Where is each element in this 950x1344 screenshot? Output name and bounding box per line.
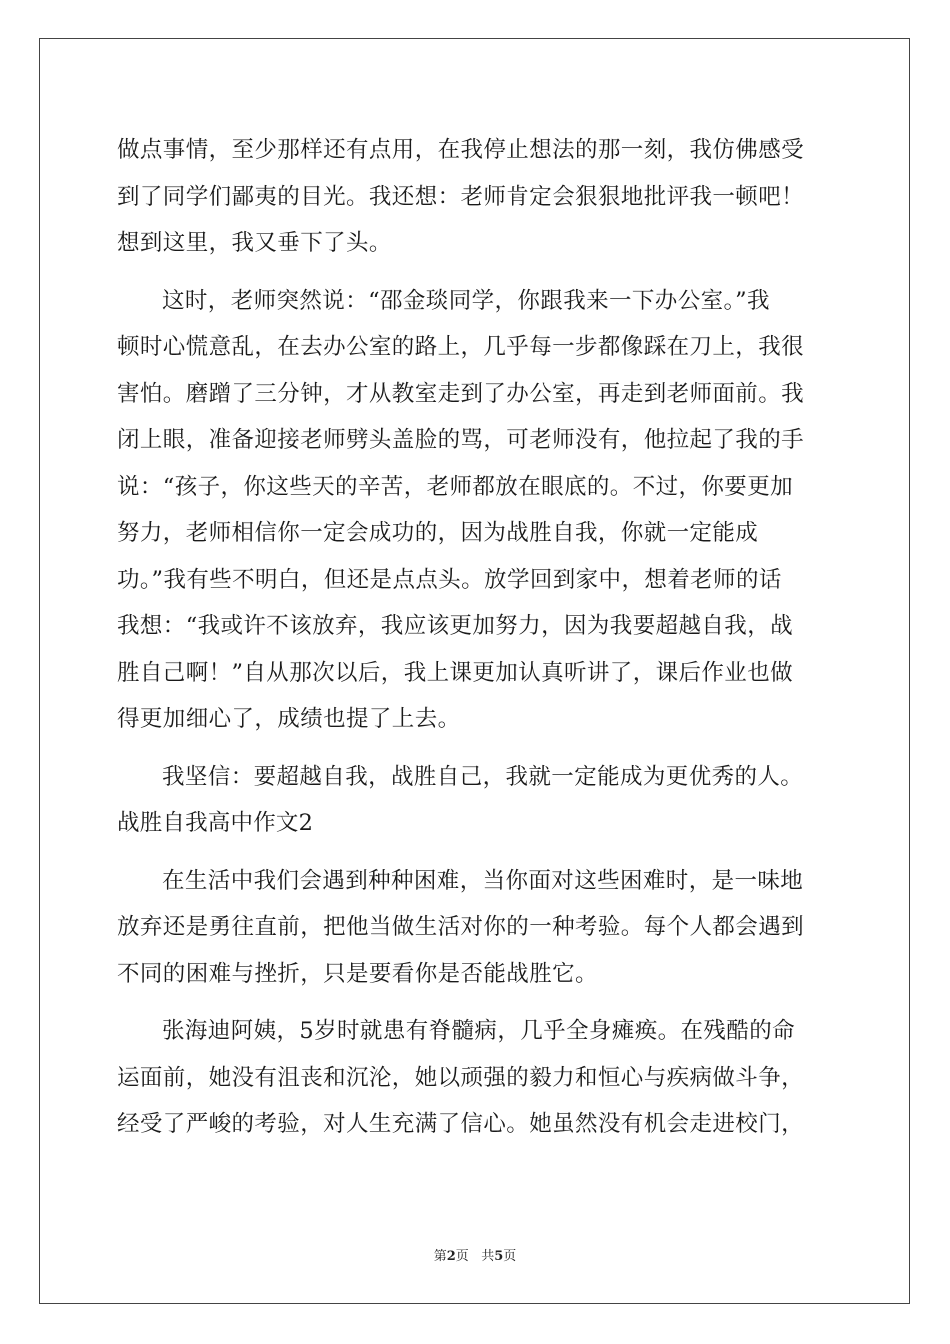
text-line: 害怕。磨蹭了三分钟，才从教室走到了办公室，再走到老师面前。我 xyxy=(117,380,805,407)
text-line: 经受了严峻的考验，对人生充满了信心。她虽然没有机会走进校门， xyxy=(117,1111,805,1137)
text-line: 到了同学们鄙夷的目光。我还想：老师肯定会狠狠地批评我一顿吧！ xyxy=(117,183,805,210)
current-page-number: 2 xyxy=(446,1249,456,1264)
text-line: 功。”我有些不明白，但还是点点头。放学回到家中，想着老师的话 xyxy=(117,566,782,593)
text-line: 想到这里，我又垂下了头。 xyxy=(117,230,392,256)
paragraph xyxy=(117,127,837,267)
text-line: 胜自己啊！”自从那次以后，我上课更加认真听讲了，课后作业也做 xyxy=(117,659,794,686)
text-line: 我坚信：要超越自我，战胜自己，我就一定能成为更优秀的人。 xyxy=(162,763,804,790)
total-pages-number: 5 xyxy=(494,1249,504,1264)
essay-title: 战胜自我高中作文2 xyxy=(117,810,314,836)
text-line: 做点事情，至少那样还有点用，在我停止想法的那一刻，我仿佛感受 xyxy=(117,137,805,163)
text-line: 这时，老师突然说：“邵金琰同学，你跟我来一下办公室。”我 xyxy=(162,287,770,314)
document-body xyxy=(117,127,837,1148)
text-line: 顿时心慌意乱，在去办公室的路上，几乎每一步都像踩在刀上，我很 xyxy=(117,334,805,360)
text-line: 得更加细心了，成绩也提了上去。 xyxy=(117,706,461,732)
text-line: 闭上眼，准备迎接老师劈头盖脸的骂，可老师没有，他拉起了我的手 xyxy=(117,427,805,453)
text-line: 运面前，她没有沮丧和沉沦，她以顽强的毅力和恒心与疾病做斗争， xyxy=(117,1064,805,1091)
paragraph xyxy=(117,1008,837,1148)
paragraph xyxy=(117,278,837,743)
text-line: 放弃还是勇往直前，把他当做生活对你的一种考验。每个人都会遇到 xyxy=(117,914,805,940)
page-footer xyxy=(0,1245,950,1264)
footer-total-suffix: 页 xyxy=(503,1249,517,1264)
footer-prefix: 第 xyxy=(433,1249,447,1264)
paragraph xyxy=(117,858,837,998)
text-line: 努力，老师相信你一定会成功的，因为战胜自我，你就一定能成 xyxy=(117,520,759,546)
text-line: 在生活中我们会遇到种种困难，当你面对这些困难时，是一味地 xyxy=(162,867,804,894)
footer-page-suffix: 页 xyxy=(455,1249,469,1264)
text-line: 说：“孩子，你这些天的辛苦，老师都放在眼底的。不过，你要更加 xyxy=(117,473,794,500)
section-title xyxy=(117,800,837,847)
paragraph xyxy=(117,754,837,801)
footer-total-prefix: 共 xyxy=(481,1249,495,1264)
text-line: 不同的困难与挫折，只是要看你是否能战胜它。 xyxy=(117,960,598,987)
text-line: 我想：“我或许不该放弃，我应该更加努力，因为我要超越自我，战 xyxy=(117,613,794,639)
text-line: 张海迪阿姨，5岁时就患有脊髓病，几乎全身瘫痪。在残酷的命 xyxy=(162,1018,796,1044)
